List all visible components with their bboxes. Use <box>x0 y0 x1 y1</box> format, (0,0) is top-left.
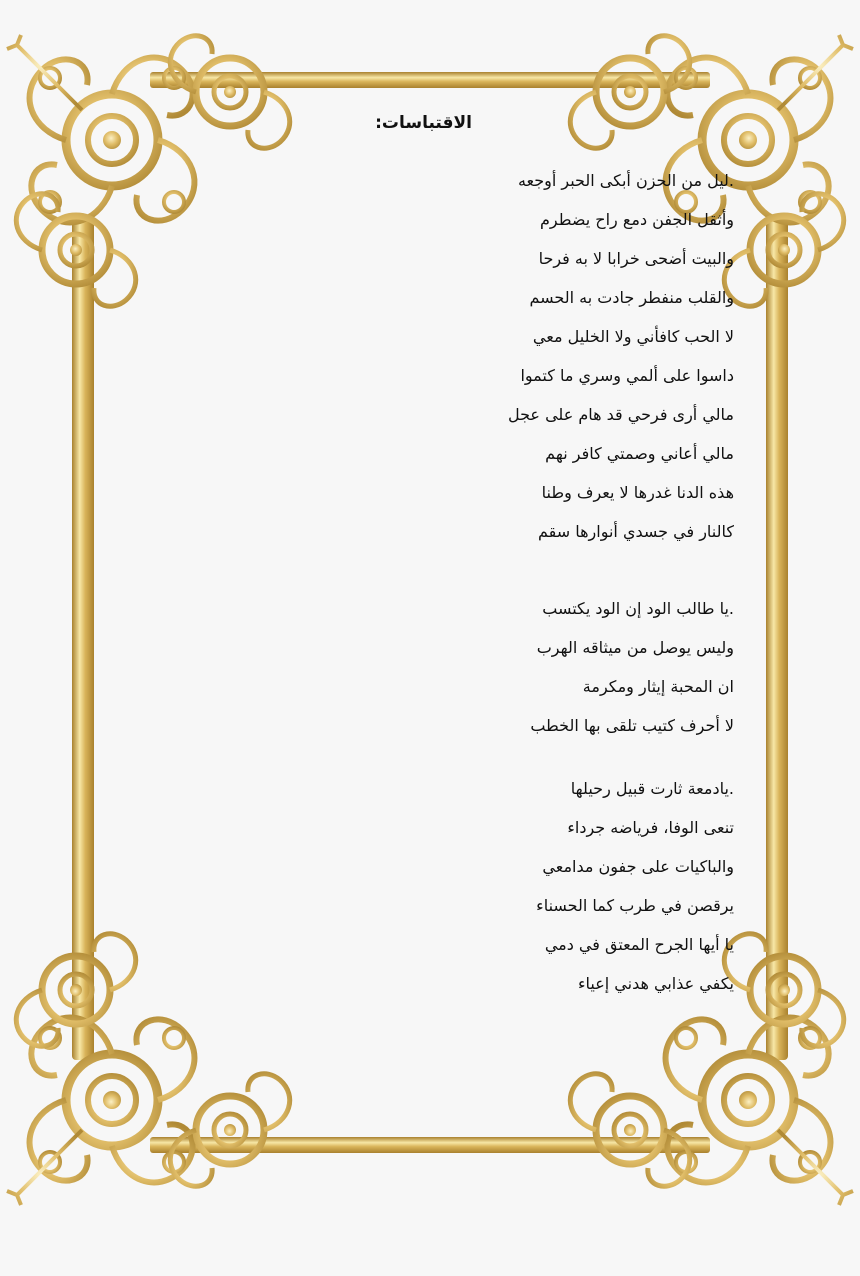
poem-line: وأثقل الجفن دمع راح يضطرم <box>540 210 734 229</box>
poem-line: كالنار في جسدي أنوارها سقم <box>537 522 734 541</box>
poem-line: يرقصن في طرب كما الحسناء <box>536 896 734 915</box>
poem-line: لا الحب كافأني ولا الخليل معي <box>532 327 734 346</box>
poem-line: مالي أرى فرحي قد هام على عجل <box>507 405 734 424</box>
quotes-heading: الاقتباسات: <box>375 113 472 133</box>
poem-line: داسوا على ألمي وسري ما كتموا <box>520 366 734 385</box>
poem-line: .يادمعة ثارت قبيل رحيلها <box>570 779 734 798</box>
poem-line: والقلب منفطر جادت به الحسم <box>529 288 734 307</box>
poem-stanza <box>420 774 734 1008</box>
poem-line: .ليل من الحزن أبكى الحبر أوجعه <box>517 171 734 190</box>
poem-line: والباكيات على جفون مدامعي <box>542 857 734 876</box>
poem-stanza <box>420 594 734 750</box>
poem-line: مالي أعاني وصمتي كافر نهم <box>545 444 734 463</box>
poem-line: والبيت أضحى خرابا لا به فرحا <box>538 249 734 268</box>
poem-line: لا أحرف كتيب تلقى بها الخطب <box>530 716 734 735</box>
poem-line: يكفي عذابي هدني إعياء <box>578 974 734 993</box>
poem-line: .يا طالب الود إن الود يكتسب <box>542 599 734 618</box>
poem-line: ان المحبة إيثار ومكرمة <box>582 677 734 696</box>
poem-line: وليس يوصل من ميثاقه الهرب <box>536 638 734 657</box>
poem-line: يا أيها الجرح المعتق في دمي <box>544 935 734 954</box>
poem-line: هذه الدنا غدرها لا يعرف وطنا <box>541 483 734 502</box>
poem-line: تنعى الوفا، فرياضه جرداء <box>567 818 734 837</box>
poem-stanza <box>420 166 734 556</box>
